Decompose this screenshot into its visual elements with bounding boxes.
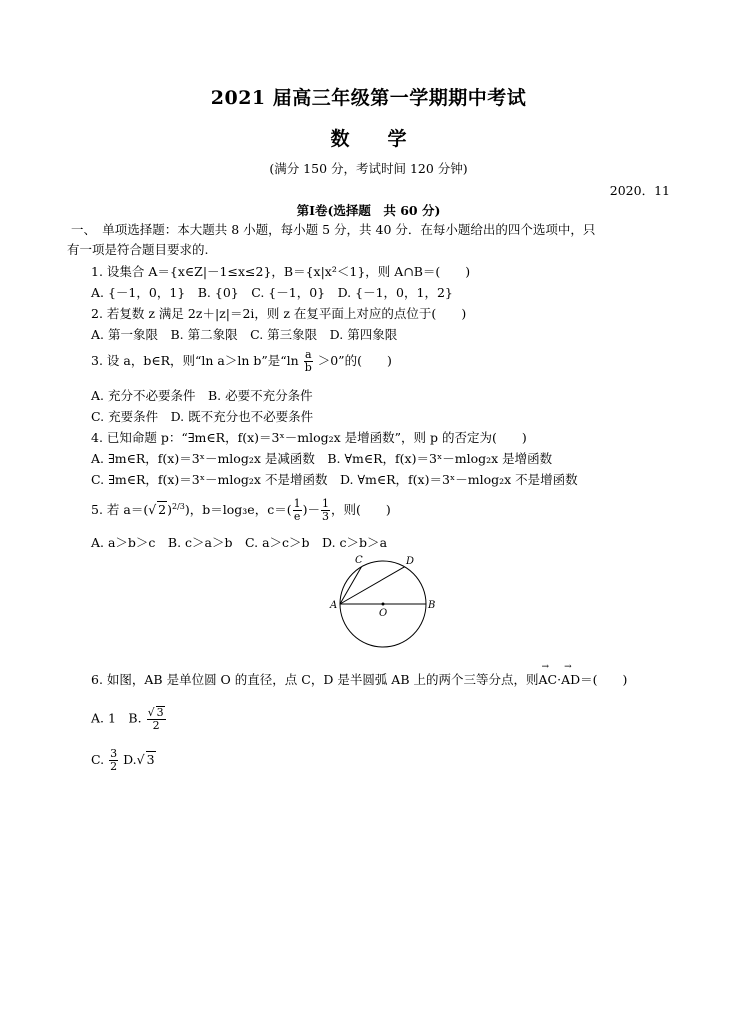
fraction-numerator: a (304, 348, 312, 361)
q5-part-a: 5. 若 a＝( (91, 502, 149, 517)
dot-operator: · (557, 672, 562, 687)
subject-title: 数 学 (330, 128, 407, 150)
question-4-stem: 4. 已知命题 p：“∃m∈R，f(x)＝3ˣ－mlog₂x 是增函数”，则 p 的否定为( ) (91, 430, 527, 445)
chord-ad (340, 567, 405, 604)
chord-ac (340, 567, 362, 604)
fraction-numerator: 3 (110, 747, 118, 760)
label-c: C (355, 555, 363, 566)
q6-tail: ＝( ) (580, 672, 628, 687)
instructions-line-2: 有一项是符合题目要求的. (67, 242, 209, 257)
question-2-options: A. 第一象限 B. 第二象限 C. 第三象限 D. 第四象限 (91, 327, 398, 342)
question-6-options-cd (91, 748, 156, 773)
vector-ad: → AD (561, 672, 580, 687)
fraction-denominator: 2 (110, 760, 118, 773)
question-4-options-1: A. ∃m∈R，f(x)＝3ˣ－mlog₂x 是减函数 B. ∀m∈R，f(x)＝3ˣ－mlog₂x 是增函数 (91, 451, 553, 466)
fraction-denominator: b (304, 361, 312, 374)
sqrt-symbol: √ (136, 752, 145, 767)
exam-title: 2021 届高三年级第一学期期中考试 (210, 87, 527, 109)
label-a: A (330, 600, 338, 611)
fraction-denominator: e (293, 510, 301, 523)
question-3-options-1: A. 充分不必要条件 B. 必要不充分条件 (91, 388, 313, 403)
circle-figure (326, 552, 441, 652)
question-3-stem (91, 349, 392, 374)
question-3-fraction (304, 349, 313, 374)
fraction-numerator: √ 3 (147, 706, 164, 719)
center-point (382, 603, 385, 606)
q5-part-b2: )，b＝log₃e，c＝( (184, 502, 292, 517)
sqrt-symbol: √ (148, 502, 157, 517)
q6-stem-text: 6. 如图，AB 是单位圆 O 的直径，点 C，D 是半圆弧 AB 上的两个三等分点，则 (91, 672, 539, 687)
q6-option-b-fraction (147, 706, 166, 732)
q5-close-paren: ) (302, 502, 308, 517)
question-3-stem-pre: 3. 设 a，b∈R，则“ln a＞ln b”是“ln (91, 353, 299, 368)
label-o: O (379, 608, 388, 619)
question-3-options-2: C. 充要条件 D. 既不充分也不必要条件 (91, 409, 314, 424)
q6-option-c-fraction (109, 748, 118, 773)
vector-ac: → AC (538, 672, 557, 687)
sqrt-value: 3 (156, 706, 164, 719)
question-1-options: A. {－1，0，1} B. {0} C. {－1，0} D. {－1，0，1，2} (91, 285, 453, 300)
question-6-stem (91, 670, 627, 688)
q5-part-c: ，则( ) (331, 502, 391, 517)
q5-exp-sign: － (307, 502, 320, 517)
score-info: (满分 150 分，考试时间 120 分钟) (269, 161, 468, 176)
instructions-line-1: 一、 单项选择题：本大题共 8 小题，每小题 5 分，共 40 分．在每小题给出的四个选项中，只 (71, 222, 596, 237)
q5-c-fraction (293, 498, 302, 523)
exam-date: 2020．11 (609, 183, 670, 198)
question-3-stem-post: ＞0”的( ) (317, 353, 392, 368)
q5-sqrt-value: 2 (158, 502, 167, 517)
q5-exponent: 2/3 (172, 501, 185, 511)
fraction-numerator: 1 (322, 497, 329, 510)
question-1-stem: 1. 设集合 A＝{x∈Z|－1≤x≤2}，B＝{x|x²＜1}，则 A∩B＝( ) (91, 264, 471, 279)
label-b: B (428, 600, 436, 611)
q6-option-d-value: 3 (146, 752, 155, 767)
q6-option-c-label: C. (91, 752, 105, 767)
fraction-numerator: 1 (293, 497, 301, 510)
q5-c-exp-fraction (321, 498, 330, 523)
section-heading: 第Ⅰ卷(选择题 共 60 分) (296, 203, 441, 218)
q5-part-b: )$^{2/3}$ (167, 501, 185, 517)
question-6-options-ab (91, 706, 167, 732)
q6-option-ab-text: A. 1 B. (91, 710, 142, 726)
fraction-denominator: 2 (152, 719, 160, 732)
fraction-denominator: 3 (322, 510, 329, 523)
question-5-options: A. a＞b＞c B. c＞a＞b C. a＞c＞b D. c＞b＞a (91, 535, 388, 550)
q6-option-d-label: D. (123, 752, 137, 767)
question-4-options-2: C. ∃m∈R，f(x)＝3ˣ－mlog₂x 不是增函数 D. ∀m∈R，f(x)＝3ˣ－mlog₂x 不是增函数 (91, 472, 578, 487)
question-5-stem (91, 498, 391, 523)
question-2-stem: 2. 若复数 z 满足 2z＋|z|＝2i，则 z 在复平面上对应的点位于( ) (91, 306, 467, 321)
label-d: D (406, 556, 415, 567)
